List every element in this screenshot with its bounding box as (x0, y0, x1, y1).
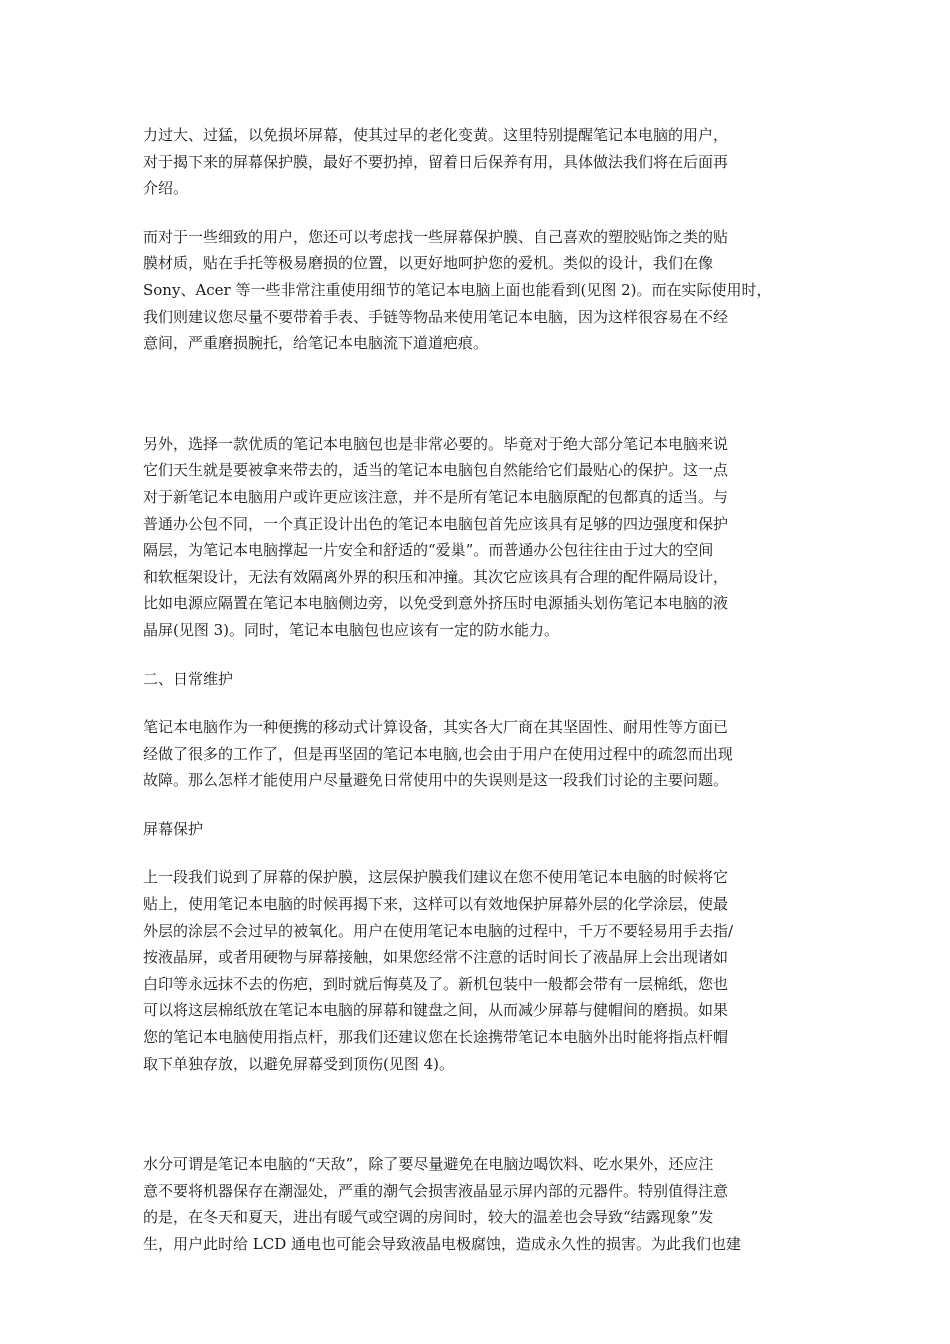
subheading-screen-protection: 屏幕保护 (143, 819, 204, 838)
section-heading-daily-maintenance: 二、日常维护 (143, 669, 234, 688)
paragraph-spacer (143, 692, 809, 714)
paragraph-moisture: 水分可谓是笔记本电脑的“天敌”，除了要尽量避免在电脑边喝饮料、吃水果外，还应注 意不要将机器保存在潮湿处，严重的潮气会损害液晶显示屏内部的元器件。特别值得注意 的是，在冬天和夏天，进出有暖气或空调的房间时，较大的温差也会导致“结露现象”发 生，用户此时给 LCD 通电也可能会导致液晶电极腐蚀，造成永久性的损害。为此我们也建 (143, 1155, 742, 1253)
paragraph-spacer (143, 644, 809, 666)
paragraph-spacer (143, 794, 809, 816)
paragraph-protective-stickers: 而对于一些细致的用户，您还可以考虑找一些屏幕保护膜、自己喜欢的塑胶贴饰之类的贴 膜材质，贴在手托等极易磨损的位置，以更好地呵护您的爱机。类似的设计，我们在像 Sony、Acer 等一些非常注重使用细节的笔记本电脑上面也能看到(见图 2)。而在实际使用时， 我们则建议您尽量不要带着手表、手链等物品来使用笔记本电脑，因为这样很容易在不经 意间，严重磨损腕托，给笔记本电脑流下道道疤痕。 (143, 227, 772, 353)
paragraph-screen-protection: 上一段我们说到了屏幕的保护膜，这层保护膜我们建议在您不使用笔记本电脑的时候将它 贴上，使用笔记本电脑的时候再揭下来，这样可以有效地保护屏幕外层的化学涂层，使最 外层的涂层不会过早的被氧化。用户在使用笔记本电脑的过程中，千万不要轻易用手去指/ 按液晶屏，或者用硬物与屏幕接触，如果您经常不注意的话时间长了液晶屏上会出现诸如 白印等永远抹不去的伤疤，到时就后悔莫及了。新机包装中一般都会带有一层棉纸，您也 可以将这层棉纸放在笔记本电脑的屏幕和键盘之间，从而减少屏幕与健帽间的磨损。如果 您的笔记本电脑使用指点杆，那我们还建议您在长途携带笔记本电脑外出时能将指点杆帽 取下单独存放，以避免屏幕受到顶伤(见图 4)。 (143, 868, 734, 1073)
paragraph-spacer (143, 842, 809, 864)
figure-spacer (143, 357, 809, 431)
paragraph-spacer (143, 202, 809, 224)
paragraph-daily-maintenance-intro: 笔记本电脑作为一种便携的移动式计算设备，其实各大厂商在其坚固性、耐用性等方面已 经做了很多的工作了，但是再坚固的笔记本电脑,也会由于用户在使用过程中的疏忽而出现 故障。那么怎样才能使用户尽量避免日常使用中的失误则是这一段我们讨论的主要问题。 (143, 718, 733, 790)
paragraph-screen-film: 力过大、过猛，以免损坏屏幕，使其过早的老化变黄。这里特别提醒笔记本电脑的用户， 对于揭下来的屏幕保护膜，最好不要扔掉，留着日后保养有用，具体做法我们将在后面再 介绍。 (143, 126, 729, 198)
paragraph-laptop-bag: 另外，选择一款优质的笔记本电脑包也是非常必要的。毕竟对于绝大部分笔记本电脑来说 它们天生就是要被拿来带去的，适当的笔记本电脑包自然能给它们最贴心的保护。这一点 对于新笔记本电脑用户或许更应该注意，并不是所有笔记本电脑原配的包都真的适当。与 普通办公包不同，一个真正设计出色的笔记本电脑包首先应该具有足够的四边强度和保护 隔层，为笔记本电脑撑起一片安全和舒适的“爱巢”。而普通办公包往往由于过大的空间 和软框架设计，无法有效隔离外界的积压和冲撞。其次它应该具有合理的配件隔局设计， 比如电源应隔置在笔记本电脑侧边旁，以免受到意外挤压时电源插头划伤笔记本电脑的液 晶屏(见图 3)。同时，笔记本电脑包也应该有一定的防水能力。 (143, 434, 729, 639)
document-body (143, 122, 809, 1258)
figure-spacer (143, 1077, 809, 1151)
